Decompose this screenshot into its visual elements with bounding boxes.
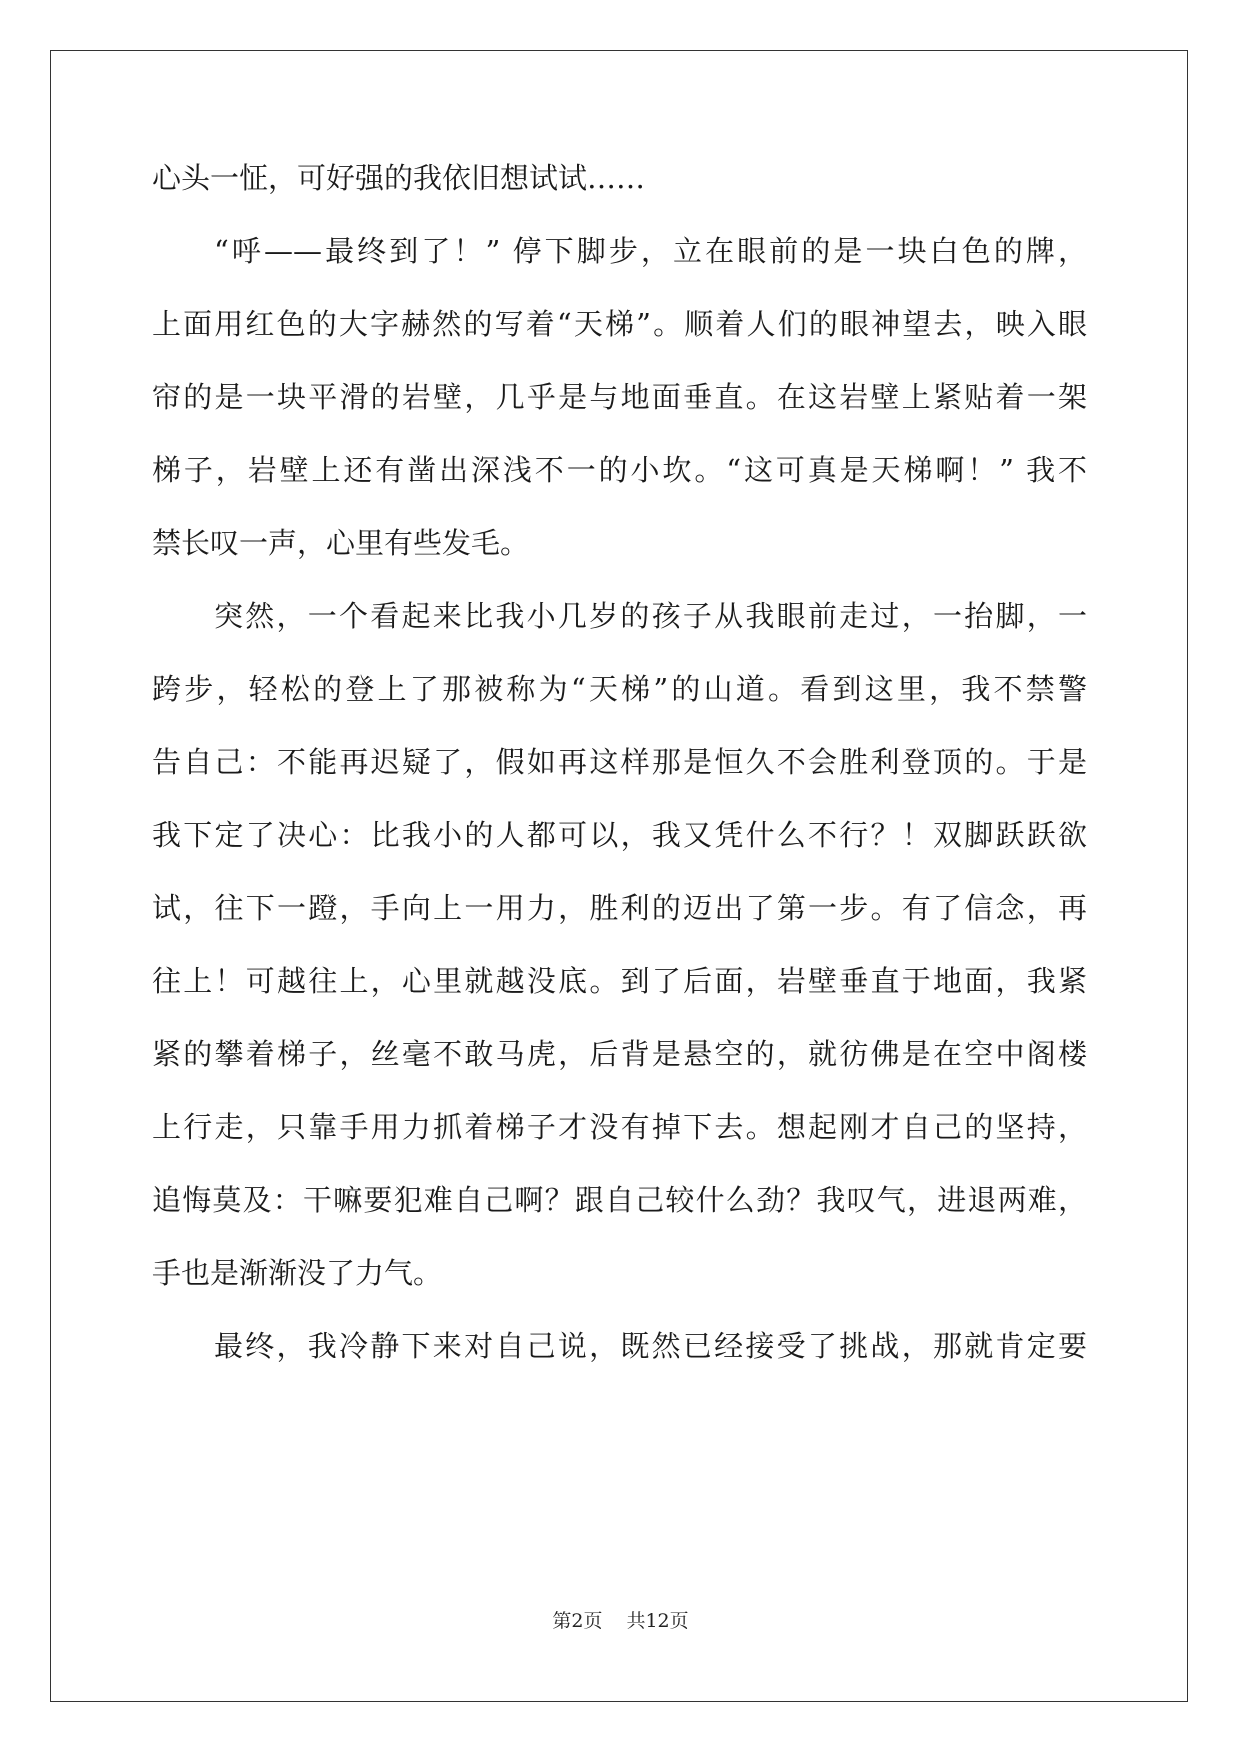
text-line: 试，往下一蹬，手向上一用力，胜利的迈出了第一步。有了信念，再	[152, 891, 1087, 925]
text-line: 告自己：不能再迟疑了，假如再这样那是恒久不会胜利登顶的。于是	[152, 745, 1087, 779]
text-line: 帘的是一块平滑的岩壁，几乎是与地面垂直。在这岩壁上紧贴着一架	[152, 380, 1087, 414]
text-line: 往上！可越往上，心里就越没底。到了后面，岩壁垂直于地面，我紧	[152, 964, 1087, 998]
page-number-total: 共12页	[626, 1610, 689, 1632]
text-line: 紧的攀着梯子，丝毫不敢马虎，后背是悬空的，就彷佛是在空中阁楼	[152, 1037, 1087, 1071]
text-line: 跨步，轻松的登上了那被称为“天梯”的山道。看到这里，我不禁警	[152, 672, 1087, 706]
text-line: 上行走，只靠手用力抓着梯子才没有掉下去。想起刚才自己的坚持，	[152, 1110, 1087, 1144]
text-line: 禁长叹一声，心里有些发毛。	[152, 526, 530, 560]
text-line: 追悔莫及：干嘛要犯难自己啊？跟自己较什么劲？我叹气，进退两难，	[152, 1183, 1087, 1217]
text-line: “呼——最终到了！” 停下脚步，立在眼前的是一块白色的牌，	[214, 234, 1087, 268]
page-number-current: 第2页	[552, 1610, 603, 1632]
text-line: 我下定了决心：比我小的人都可以，我又凭什么不行？！双脚跃跃欲	[152, 818, 1087, 852]
text-line: 手也是渐渐没了力气。	[152, 1256, 443, 1290]
text-line: 最终，我冷静下来对自己说，既然已经接受了挑战，那就肯定要	[214, 1329, 1087, 1363]
page-footer	[0, 1608, 1241, 1634]
text-line: 突然，一个看起来比我小几岁的孩子从我眼前走过，一抬脚，一	[214, 599, 1087, 633]
text-line: 心头一怔，可好强的我依旧想试试……	[152, 161, 646, 195]
page-border	[50, 50, 1188, 1702]
text-line: 上面用红色的大字赫然的写着“天梯”。顺着人们的眼神望去，映入眼	[152, 307, 1087, 341]
text-line: 梯子，岩壁上还有凿出深浅不一的小坎。“这可真是天梯啊！” 我不	[152, 453, 1087, 487]
